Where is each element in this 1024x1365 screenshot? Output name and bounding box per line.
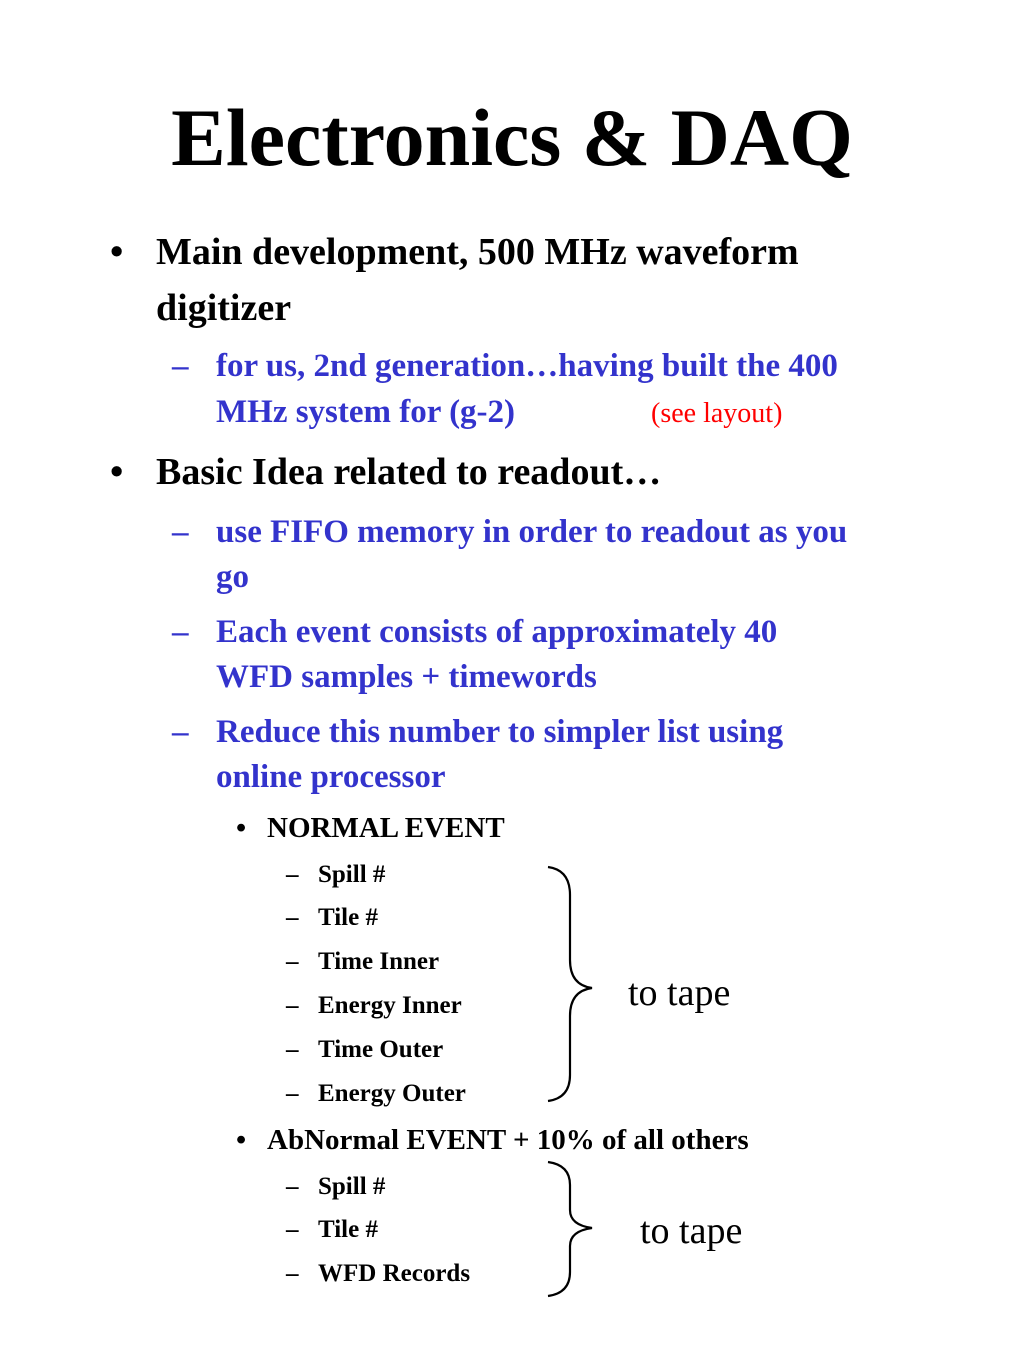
sub-1-line-2: MHz system for (g-2) — [216, 394, 516, 430]
sub-2-1-line-1: use FIFO memory in order to readout as you — [216, 514, 848, 550]
dash-marker: – — [286, 1260, 299, 1287]
dash-marker: – — [172, 614, 189, 650]
dash-marker: – — [286, 992, 299, 1019]
dash-marker: – — [286, 904, 299, 931]
bullet-1-line-1: Main development, 500 MHz waveform — [156, 231, 799, 273]
abnormal-event-brace — [548, 1162, 592, 1296]
sub-2-3-line-1: Reduce this number to simpler list using — [216, 714, 784, 750]
dash-marker: – — [286, 861, 299, 888]
normal-event-brace — [548, 867, 592, 1101]
bullet-1-line-2: digitizer — [156, 287, 292, 329]
bullet-marker: • — [110, 231, 124, 273]
normal-item: Energy Outer — [318, 1080, 466, 1107]
sub-2-2-line-1: Each event consists of approximately 40 — [216, 614, 778, 650]
normal-item: Energy Inner — [318, 992, 462, 1019]
bullet-marker: • — [110, 451, 124, 493]
abnormal-item: Spill # — [318, 1173, 386, 1200]
abnormal-item: Tile # — [318, 1216, 378, 1243]
dash-marker: – — [286, 1080, 299, 1107]
dash-marker: – — [286, 1036, 299, 1063]
sub-2-3-line-2: online processor — [216, 759, 446, 795]
dash-marker: – — [172, 714, 189, 750]
dash-marker: – — [172, 348, 189, 384]
abnormal-item: WFD Records — [318, 1260, 471, 1287]
abnormal-event-label: AbNormal EVENT + 10% of all others — [267, 1124, 749, 1156]
normal-item: Time Outer — [318, 1036, 444, 1063]
sub-2-2-line-2: WFD samples + timewords — [216, 659, 597, 695]
dash-marker: – — [286, 948, 299, 975]
bullet-marker: • — [236, 812, 247, 844]
bullet-marker: • — [236, 1124, 247, 1156]
normal-item: Tile # — [318, 904, 378, 931]
see-layout-note: (see layout) — [651, 398, 783, 429]
slide-title: Electronics & DAQ — [171, 92, 853, 183]
normal-item: Time Inner — [318, 948, 440, 975]
sub-2-1-line-2: go — [216, 559, 249, 595]
bullet-2-line-1: Basic Idea related to readout… — [156, 451, 662, 493]
dash-marker: – — [286, 1173, 299, 1200]
dash-marker: – — [172, 514, 189, 550]
normal-item: Spill # — [318, 861, 386, 888]
to-tape-label: to tape — [640, 1210, 743, 1252]
sub-1-line-1: for us, 2nd generation…having built the 400 — [216, 348, 838, 384]
normal-event-label: NORMAL EVENT — [267, 812, 505, 844]
dash-marker: – — [286, 1216, 299, 1243]
to-tape-label: to tape — [628, 972, 731, 1014]
